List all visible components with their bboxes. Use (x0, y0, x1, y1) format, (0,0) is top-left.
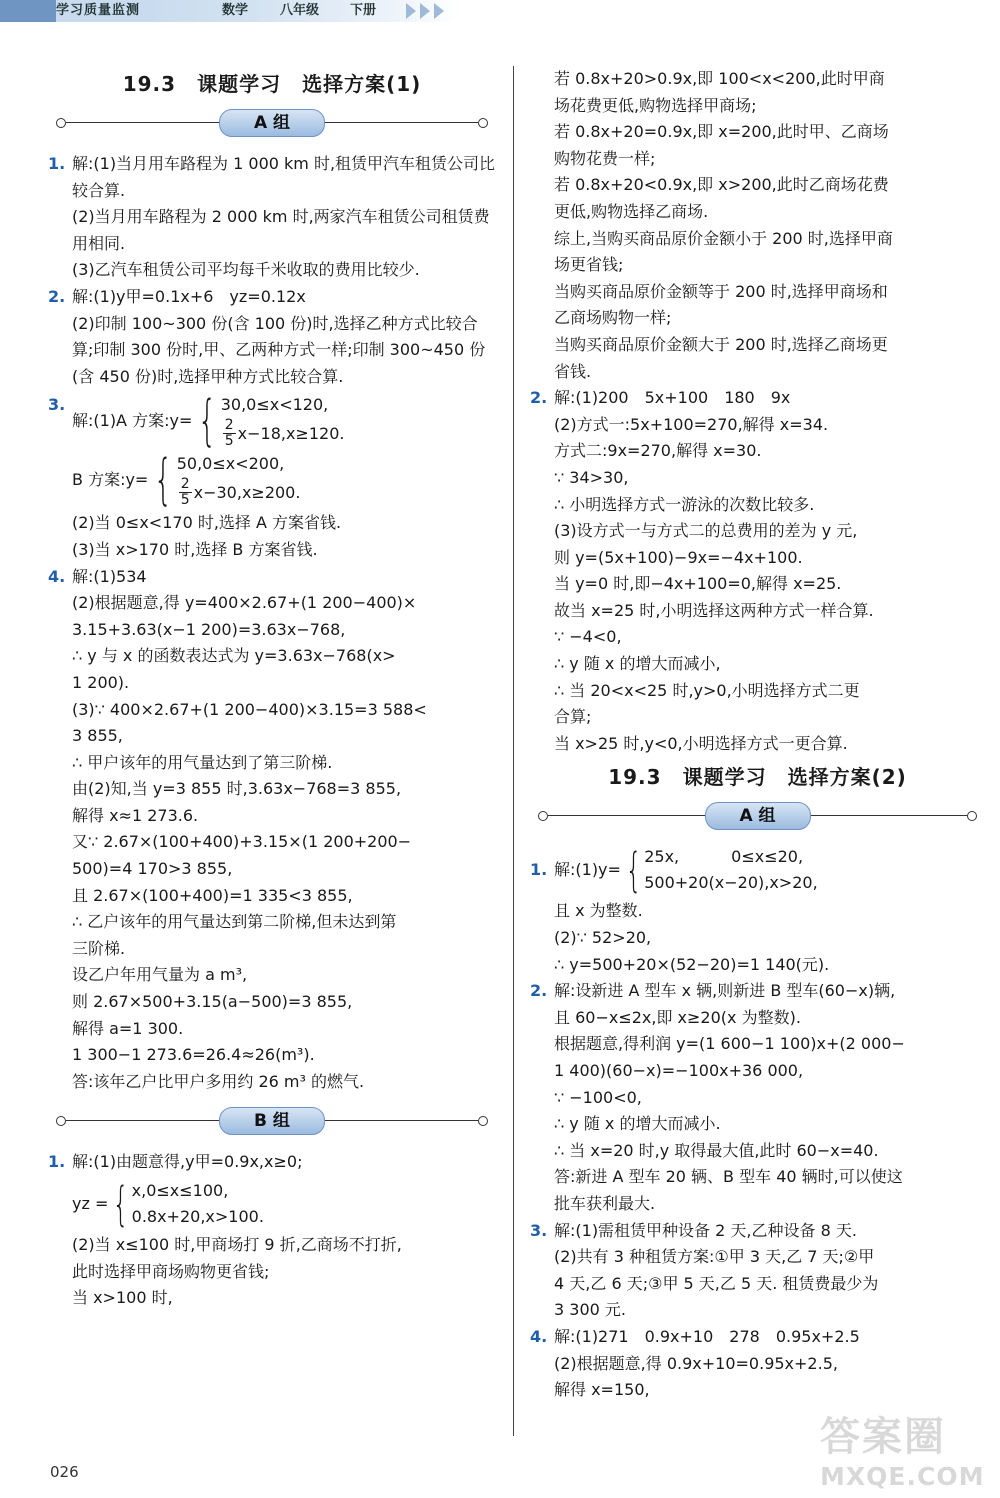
answer-line: 答:该年乙户比甲户多用约 26 m³ 的燃气. (72, 1071, 365, 1091)
problem-number: 2. (48, 286, 66, 306)
answer-line: (2)根据题意,得 0.9x+10=0.95x+2.5, (554, 1353, 838, 1373)
brace: { (154, 447, 173, 511)
problem-number: 2. (530, 981, 548, 1001)
answer-line: (2)印制 100~300 份(含 100 份)时,选择乙种方式比较合算;印制 300 份时,甲、乙两种方式一样;印制 300~450 份(含 450 份)时,选择甲种方式比较合算. (72, 313, 486, 386)
case-line: 500+20(x−20),x>20, (644, 873, 818, 893)
answer-line: (2)当月用车路程为 2 000 km 时,两家汽车租赁公司租赁费用相同. (72, 207, 490, 253)
piecewise-b (72, 447, 496, 511)
answer-line: 当 x>100 时, (72, 1288, 173, 1308)
answer-line: 若 0.8x+20<0.9x,即 x>200,此时乙商场花费 (554, 175, 889, 195)
answer-line: 省钱. (554, 361, 592, 381)
piecewise-prefix: 解:(1)y= (554, 860, 621, 880)
piecewise-yz (72, 1178, 496, 1230)
answer-line: 答:新进 A 型车 20 辆、B 型车 40 辆时,可以使这 (554, 1167, 903, 1187)
answer-line: ∴ 小明选择方式一游泳的次数比较多. (554, 494, 815, 514)
answer-line: 3.15+3.63(x−1 200)=3.63x−768, (72, 619, 346, 639)
answer-line: (3)设方式一与方式二的总费用的差为 y 元, (554, 521, 858, 541)
chevron-right-icon (420, 3, 430, 19)
answer-line: 3 300 元. (554, 1300, 626, 1320)
answer-line: ∴ y 与 x 的函数表达式为 y=3.63x−768(x> (72, 646, 396, 666)
piecewise-prefix: B 方案:y= (72, 469, 149, 489)
answer-line: 根据题意,得利润 y=(1 600−1 100)x+(2 000− (554, 1034, 905, 1054)
piecewise-q1 (554, 844, 985, 896)
answer-line: 方式二:9x=270,解得 x=30. (554, 441, 762, 461)
case-line: 0.8x+20,x>100. (131, 1207, 264, 1226)
case-line: $\frac{2}{5}$ x−18,x≥120. (224, 417, 345, 450)
answer-line: 综上,当购买商品原价金额小于 200 时,选择甲商 (554, 228, 893, 248)
problem-2-1 (530, 844, 985, 978)
problem-4 (48, 564, 496, 1096)
answer-line: 1 300−1 273.6=26.4≈26(m³). (72, 1045, 315, 1065)
answer-line: ∴ y 随 x 的增大而减小, (554, 654, 721, 674)
answer-line: 则 y=(5x+100)−9x=−4x+100. (554, 547, 803, 567)
answer-line: 乙商场购物一样; (554, 308, 672, 328)
brace: { (198, 388, 217, 452)
answer-line: ∴ y 随 x 的增大而减小. (554, 1114, 721, 1134)
answer-line: 又∵ 2.67×(100+400)+3.15×(1 200+200− (72, 832, 412, 852)
answer-line: (2)∵ 52>20, (554, 928, 652, 948)
answer-line: ∵ 34>30, (554, 467, 629, 487)
answer-line: 由(2)知,当 y=3 855 时,3.63x−768=3 855, (72, 779, 402, 799)
case-line: 30,0≤x<120, (220, 395, 329, 415)
answer-line: 解:(1)200 5x+100 180 9x (554, 388, 791, 408)
page-number: 026 (50, 1463, 79, 1481)
problem-number: 4. (48, 566, 66, 586)
answer-line: ∵ −100<0, (554, 1087, 642, 1107)
answer-line: (2)共有 3 种租赁方案:①甲 3 天,乙 7 天;②甲 (554, 1247, 875, 1267)
problem-2-3 (530, 1218, 985, 1324)
answer-line: 当 x>25 时,y<0,小明选择方式一更合算. (554, 733, 848, 753)
answer-line: 且 x 为整数. (554, 901, 643, 921)
group-label: B 组 (219, 1107, 325, 1135)
section-title: 19.3 课题学习 选择方案(1) (122, 72, 422, 96)
answer-line: 合算; (554, 707, 592, 727)
answer-line: 设乙户年用气量为 a m³, (72, 965, 248, 985)
header-bar (0, 0, 460, 22)
watermark-url: MXQE.COM (820, 1462, 985, 1491)
left-column (48, 60, 496, 1312)
answer-line: 解:(1)271 0.9x+10 278 0.95x+2.5 (554, 1326, 860, 1346)
piecewise-prefix: 解:(1)A 方案:y= (72, 410, 193, 430)
problem-1 (48, 151, 496, 284)
case-line: $\frac{2}{5}$ x−30,x≥200. (180, 476, 301, 509)
answer-line: 当 y=0 时,即−4x+100=0,解得 x=25. (554, 574, 842, 594)
answer-line: ∴ 乙户该年的用气量达到第二阶梯,但未达到第 (72, 912, 397, 932)
group-header-a2 (536, 802, 979, 830)
answer-line: 解:(1)需租赁甲种设备 2 天,乙种设备 8 天. (554, 1220, 857, 1240)
subject-label: 数学 (222, 3, 249, 18)
answer-line: ∴ y=500+20×(52−20)=1 140(元). (554, 954, 830, 974)
brace: { (112, 1177, 130, 1231)
answer-line: ∴ 甲户该年的用气量达到了第三阶梯. (72, 752, 333, 772)
answer-line: 批车获利最大. (554, 1193, 656, 1213)
answer-line: (2)当 0≤x<170 时,选择 A 方案省钱. (72, 513, 342, 533)
problem-2-2 (530, 978, 985, 1217)
problem-number: 2. (530, 388, 548, 408)
grade-label: 八年级 (280, 3, 320, 18)
answer-line: 解:(1)由题意得,y甲=0.9x,x≥0; (72, 1152, 303, 1172)
section-title-2: 19.3 课题学习 选择方案(2) (608, 765, 907, 790)
answer-line: 解得 x≈1 273.6. (72, 805, 199, 825)
answer-line: 1 400)(60−x)=−100x+36 000, (554, 1061, 804, 1080)
answer-line: 且 2.67×(100+400)=1 335<3 855, (72, 885, 353, 905)
case-line: 50,0≤x<200, (176, 454, 285, 474)
problem-2 (48, 284, 496, 390)
answer-line: 则 2.67×500+3.15(a−500)=3 855, (72, 992, 353, 1012)
answer-line: 若 0.8x+20>0.9x,即 100<x<200,此时甲商 (554, 69, 885, 88)
case-line: 25x, 0≤x≤20, (644, 847, 804, 867)
problem-b1 (48, 1149, 496, 1311)
answer-line: 场花费更低,购物选择甲商场; (554, 95, 757, 115)
problem-number: 1. (48, 1152, 66, 1172)
answer-line: 解得 a=1 300. (72, 1018, 184, 1038)
chevron-right-icon (434, 3, 444, 19)
brace: { (625, 843, 642, 898)
problem-3 (48, 388, 496, 563)
answer-line: 解:(1)当月用车路程为 1 000 km 时,租赁甲汽车租赁公司比较合算. (72, 154, 496, 200)
piecewise-a (72, 388, 496, 452)
answer-line: 解:设新进 A 型车 x 辆,则新进 B 型车(60−x)辆, (554, 981, 896, 1001)
answer-line: ∴ 当 x=20 时,y 取得最大值,此时 60−x=40. (554, 1140, 879, 1160)
answer-line: 解:(1)y甲=0.1x+6 yz=0.12x (72, 286, 306, 306)
group-label: A 组 (219, 109, 325, 137)
problem-number: 1. (48, 154, 66, 173)
answer-line: (2)根据题意,得 y=400×2.67+(1 200−400)× (72, 593, 417, 613)
answer-line: (3)乙汽车租赁公司平均每千米收取的费用比较少. (72, 260, 420, 280)
group-header-b (54, 1107, 490, 1135)
answer-line: 当购买商品原价金额等于 200 时,选择甲商场和 (554, 281, 888, 301)
answer-line: 更低,购物选择乙商场. (554, 201, 709, 221)
column-divider (513, 66, 514, 1436)
volume-label: 下册 (350, 3, 377, 18)
answer-line: 场更省钱; (554, 255, 624, 275)
answer-line: 若 0.8x+20=0.9x,即 x=200,此时甲、乙商场 (554, 122, 889, 142)
answer-line: 1 200). (72, 672, 130, 692)
group-label: A 组 (705, 802, 811, 830)
answer-line: 3 855, (72, 726, 123, 746)
answer-line: ∵ −4<0, (554, 627, 622, 647)
group-header-a (54, 109, 490, 137)
answer-line: (2)当 x≤100 时,甲商场打 9 折,乙商场不打折, (72, 1235, 402, 1254)
answer-line: 解:(1)534 (72, 566, 147, 586)
answer-line: 三阶梯. (72, 938, 126, 958)
problem-b2 (530, 385, 985, 757)
right-column (530, 66, 985, 1404)
answer-line: 4 天,乙 6 天;③甲 5 天,乙 5 天. 租赁费最少为 (554, 1273, 879, 1293)
problem-b1-continued (530, 66, 985, 385)
watermark-text: 答案圈 (820, 1414, 946, 1460)
answer-line: 当购买商品原价金额大于 200 时,选择乙商场更 (554, 334, 888, 354)
answer-line: (2)方式一:5x+100=270,解得 x=34. (554, 414, 829, 434)
answer-line: 500)=4 170>3 855, (72, 859, 233, 879)
answer-line: 解得 x=150, (554, 1380, 650, 1400)
answer-line: ∴ 当 20<x<25 时,y>0,小明选择方式二更 (554, 680, 860, 700)
problem-number: 1. (530, 860, 548, 880)
series-title: 学习质量监测 (0, 0, 156, 22)
answer-line: 且 60−x≤2x,即 x≥20(x 为整数). (554, 1007, 801, 1027)
problem-number: 3. (48, 395, 66, 415)
answer-line: (3)∵ 400×2.67+(1 200−400)×3.15=3 588< (72, 699, 427, 719)
watermark-logo (820, 1405, 992, 1493)
answer-line: 此时选择甲商场购物更省钱; (72, 1261, 270, 1281)
problem-number: 4. (530, 1326, 548, 1346)
problem-2-4 (530, 1324, 985, 1404)
chevron-right-icon (406, 3, 416, 19)
answer-line: 故当 x=25 时,小明选择这两种方式一样合算. (554, 600, 874, 620)
piecewise-prefix: yz = (72, 1193, 109, 1213)
answer-line: 购物花费一样; (554, 148, 656, 168)
case-line: x,0≤x≤100, (131, 1181, 229, 1200)
problem-number: 3. (530, 1220, 548, 1240)
answer-line: (3)当 x>170 时,选择 B 方案省钱. (72, 539, 318, 559)
